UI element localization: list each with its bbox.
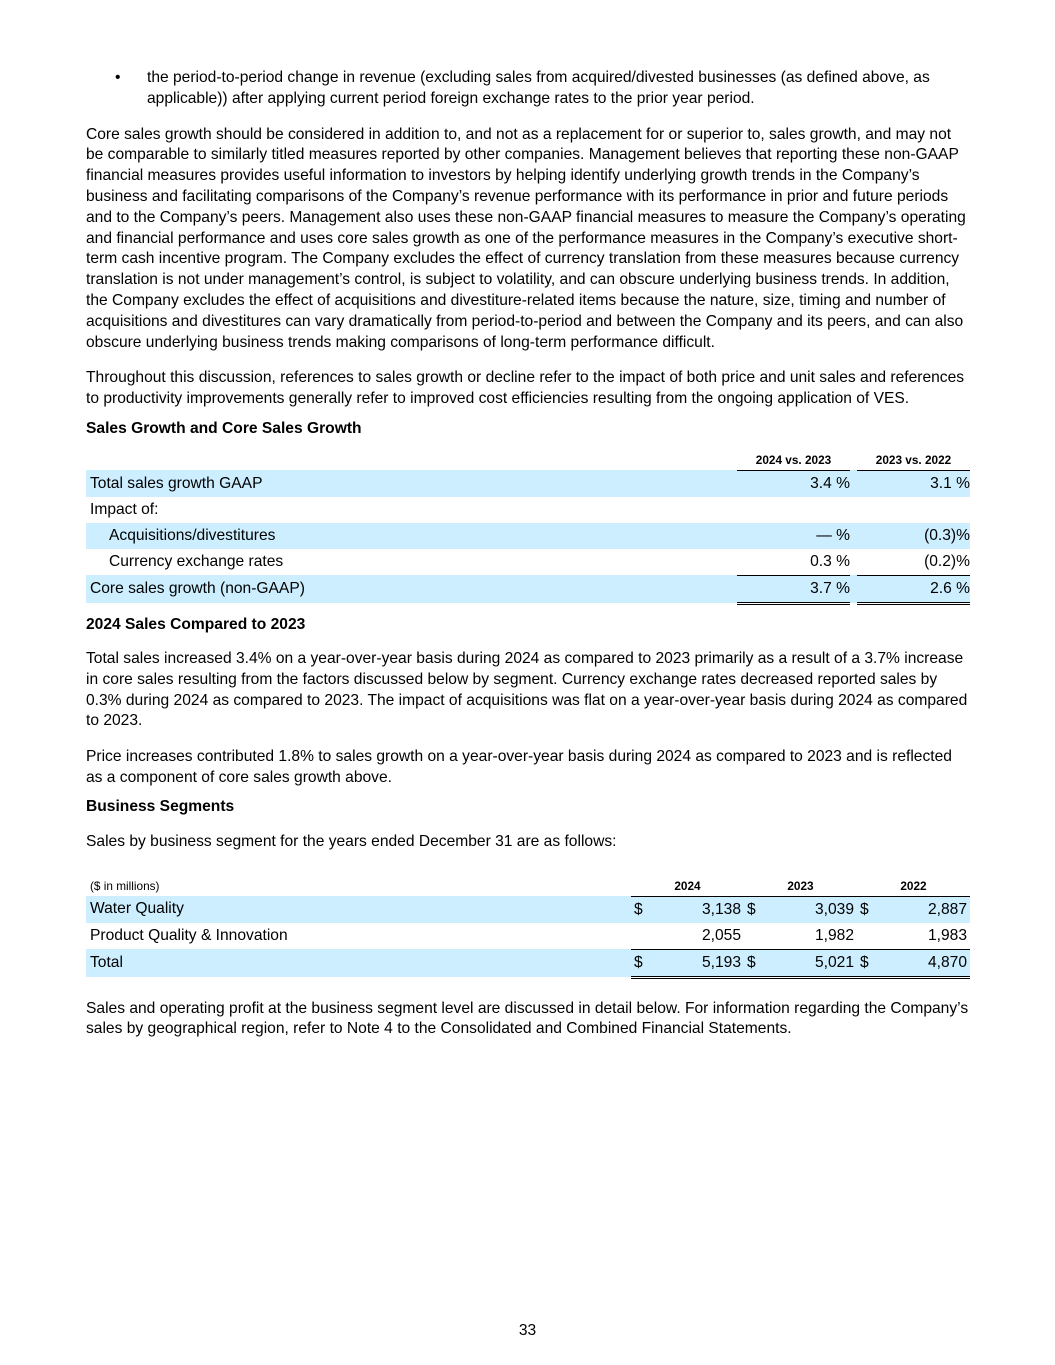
row-value-1: 3.7 % [737,575,850,603]
row-value-1: — % [737,523,850,549]
row-label: Core sales growth (non-GAAP) [86,575,737,603]
paragraph-sales-2024-1: Total sales increased 3.4% on a year-over-year basis during 2024 as compared to 2023 primarily as a result of a 3.7% increase in core sales resulting from the factors discussed below by segment. Currency exchange rates decreased reported sales by 0.3% during 2024 as compared to 2023. The impact of acquisitions was flat on a year-over-year basis during 2024 as compared to 2023. [86,649,968,730]
page-body [86,68,970,1040]
currency-symbol: $ [631,949,652,977]
col-year-2023: 2023 [744,871,857,897]
page-number: 33 [518,1322,537,1339]
unit-label: ($ in millions) [90,879,160,894]
col-year-2022: 2022 [857,871,970,897]
table-row [86,549,970,576]
row-value-1: 3.4 % [737,470,850,497]
value-2024: 2,055 [652,923,744,950]
paragraph-sales-2024-2: Price increases contributed 1.8% to sales growth on a year-over-year basis during 2024 as compared to 2023 and is reflected as a component of core sales growth above. [86,748,952,786]
currency-symbol: $ [744,949,765,977]
row-label: Product Quality & Innovation [90,926,288,944]
heading-business-segments: Business Segments [86,797,235,815]
table-row [86,923,970,950]
currency-symbol: $ [631,896,652,923]
row-value-2: (0.3)% [857,523,970,549]
row-label: Total sales growth GAAP [86,470,737,497]
bullet-item [86,68,970,110]
row-label: Water Quality [86,896,631,923]
segment-table-header [86,871,970,897]
value-2022: 4,870 [878,949,970,977]
col-2024-vs-2023: 2024 vs. 2023 [737,443,850,471]
table-row [86,470,970,497]
value-2024: 3,138 [652,896,744,923]
row-label: Total [86,949,631,977]
row-value-2: 3.1 % [857,470,970,497]
col-2023-vs-2022: 2023 vs. 2022 [857,443,970,471]
bullet-text: the period-to-period change in revenue (excluding sales from acquired/divested businesses (as defined above, as applicable)) after applying current period foreign exchange rates to the prior year period. [147,69,930,107]
value-2022: 1,983 [878,923,970,950]
currency-symbol: $ [857,949,878,977]
row-label: Impact of: [90,500,159,518]
bullet-marker: • [115,69,121,86]
row-label: Acquisitions/divestitures [86,523,737,549]
table-row [86,523,970,549]
row-value-1 [737,497,850,523]
paragraph-throughout: Throughout this discussion, references to sales growth or decline refer to the impact of both price and unit sales and references to productivity improvements generally refer to improved cost efficiencies resulting from the ongoing application of VES. [86,369,965,408]
value-2023: 5,021 [765,949,857,977]
growth-table-header [86,443,970,471]
heading-sales-growth: Sales Growth and Core Sales Growth [86,419,362,437]
segments-intro: Sales by business segment for the years ended December 31 are as follows: [86,832,617,850]
heading-2024-sales: 2024 Sales Compared to 2023 [86,615,306,633]
table-row [86,949,970,977]
table-row [86,896,970,923]
segments-outro: Sales and operating profit at the business segment level are discussed in detail below. For information regarding the Company’s sales by geographical region, refer to Note 4 to the Consolidated and Combined Financial Statements. [86,999,969,1038]
currency-symbol: $ [744,896,765,923]
col-year-2024: 2024 [631,871,744,897]
value-2023: 3,039 [765,896,857,923]
row-value-2 [857,497,970,523]
paragraph-core-sales: Core sales growth should be considered in addition to, and not as a replacement for or superior to, sales growth, and may not be comparable to similarly titled measures reported by other companies. Management believes that reporting these non-GAAP financial measures provides useful information to investors by helping identify underlying growth trends in the Company’s business and facilitating comparisons of the Company’s revenue performance with its performance in prior and future periods and to the Company’s peers. Management also uses these non-GAAP financial measures to measure the Company’s operating and financial performance and uses core sales growth as one of the performance measures in the Company’s executive short-term cash incentive program. The Company excludes the effect of currency translation from these measures because currency translation is not under management’s control, is subject to volatility, and can obscure underlying business trends. In addition, the Company excludes the effect of acquisitions and divestiture-related items because the nature, size, timing and number of acquisitions and divestitures can vary dramatically from period-to-period and between the Company and its peers, and can also obscure underlying business trends making comparisons of long-term performance difficult. [86,125,966,351]
row-value-2: 2.6 % [857,575,970,603]
row-value-2: (0.2)% [857,549,970,576]
table-row [86,575,970,603]
segment-table [86,871,970,979]
table-row [86,497,970,523]
row-value-1: 0.3 % [737,549,850,576]
value-2022: 2,887 [878,896,970,923]
value-2024: 5,193 [652,949,744,977]
row-label: Currency exchange rates [109,553,284,571]
value-2023: 1,982 [765,923,857,950]
currency-symbol: $ [857,896,878,923]
growth-table [86,443,970,605]
